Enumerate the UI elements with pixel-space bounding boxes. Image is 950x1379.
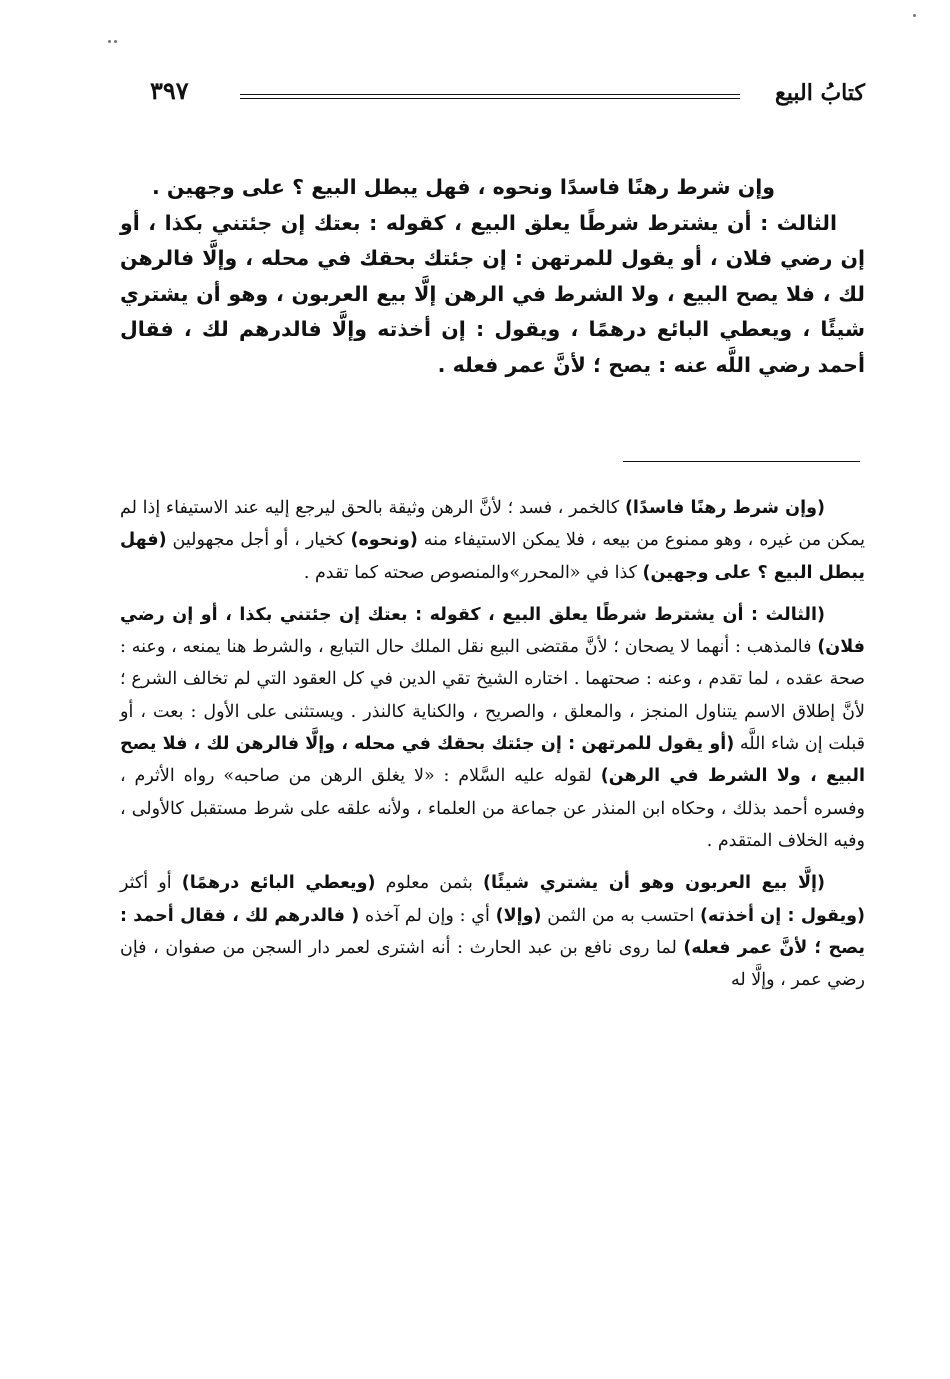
main-paragraph-2: الثالث : أن يشترط شرطًا يعلق البيع ، كقوله : بعتك إن جئتني بكذا ، أو إن رضي فلان ، أو يقول للمرتهن : إن جئتك بحقك في محله ، وإلَّا فالرهن لك ، فلا يصح البيع ، ولا الشرط في الرهن إلَّا بيع العربون ، وهو أن يشتري شيئًا ، ويعطي البائع درهمًا ، ويقول : إن أخذته وإلَّا فالدرهم لك ، فقال أحمد رضي اللَّه عنه : يصح ؛ لأنَّ عمر فعله . <box>120 210 865 377</box>
commentary-span: لقوله عليه السَّلام : «لا يغلق الرهن من صاحبه» رواه الأثرم ، وفسره أحمد بذلك ، وحكاه ابن المنذر عن جماعة من العلماء ، ولأنه علقه على شرط مستقبل كالأولى ، وفيه الخلاف المتقدم . <box>120 766 865 851</box>
quoted-matn: (وإن شرط رهنًا فاسدًا) <box>624 498 825 518</box>
commentary-span: أو أكثر <box>120 873 182 894</box>
scan-speck <box>913 14 916 17</box>
page-header <box>150 76 865 120</box>
scan-speck <box>108 40 111 43</box>
commentary-span: بثمن معلوم <box>375 873 484 894</box>
header-rule <box>240 94 740 99</box>
page-number: ٣٩٧ <box>150 76 189 105</box>
quoted-matn: ( فالدرهم لك ، فقال أحمد : يصح ؛ لأنَّ عمر فعله) <box>120 905 865 958</box>
commentary-paragraph-3 <box>120 867 865 996</box>
commentary-paragraph-1 <box>120 492 865 589</box>
commentary-span: لما روى نافع بن عبد الحارث : أنه اشترى لعمر دار السجن من صفوان ، فإن رضي عمر ، وإلَّا له <box>120 937 865 991</box>
running-title: كتابُ البيع <box>775 80 865 106</box>
quoted-matn: (الثالث : أن يشترط شرطًا يعلق البيع ، كقوله : بعتك إن جئتني بكذا ، أو إن رضي فلان) <box>120 604 865 658</box>
main-text <box>120 170 865 383</box>
quoted-matn: (أو يقول للمرتهن : إن جئتك بحقك في محله ، وإلَّا فالرهن لك ، فلا يصح البيع ، ولا الشرط في الرهن) <box>120 734 865 787</box>
scan-speck <box>114 40 117 43</box>
commentary-span: أي : وإن لم آخذه <box>359 905 496 926</box>
commentary-span: احتسب به من الثمن <box>541 905 701 926</box>
quoted-matn: (فهل يبطل البيع ؟ على وجهين) <box>120 530 865 583</box>
commentary-span: كذا في «المحرر»والمنصوص صحته كما تقدم . <box>303 562 643 583</box>
commentary-text <box>120 492 865 1006</box>
commentary-span: فالمذهب : أنهما لا يصحان ؛ لأنَّ مقتضى البيع نقل الملك حال التبايع ، والشرط هنا يمنعه ، وعنه : صحة عقده ، لما تقدم ، وعنه : صحتهما . اختاره الشيخ تقي الدين في كل العقود التي لم تخالف الشرع ؛ لأنَّ إطلاق الاسم يتناول المنجز ، والمعلق ، والصريح ، والكناية كالنذر . ويستثنى على الأول : بعت ، أو قبلت إن شاء اللَّه <box>120 637 865 755</box>
commentary-span: كخيار ، أو أجل مجهولين <box>166 530 351 551</box>
quoted-matn: (ويقول : إن أخذته) <box>700 905 866 926</box>
footnote-divider <box>623 461 860 462</box>
quoted-matn: (وإلا) <box>495 905 542 926</box>
main-paragraph-1: وإن شرط رهنًا فاسدًا ونحوه ، فهل يبطل البيع ؟ على وجهين . <box>151 175 775 199</box>
commentary-paragraph-2 <box>120 599 865 857</box>
quoted-matn: (ونحوه) <box>350 530 418 551</box>
quoted-matn: (ويعطي البائع درهمًا) <box>181 873 376 894</box>
commentary-span: كالخمر ، فسد ؛ لأنَّ الرهن وثيقة بالحق ليرجع إليه عند الاستيفاء إذا لم يمكن من غيره ، وهو ممنوع من بيعه ، فلا يمكن الاستيفاء منه <box>120 498 865 551</box>
quoted-matn: (إلَّا بيع العربون وهو أن يشتري شيئًا) <box>483 873 826 894</box>
